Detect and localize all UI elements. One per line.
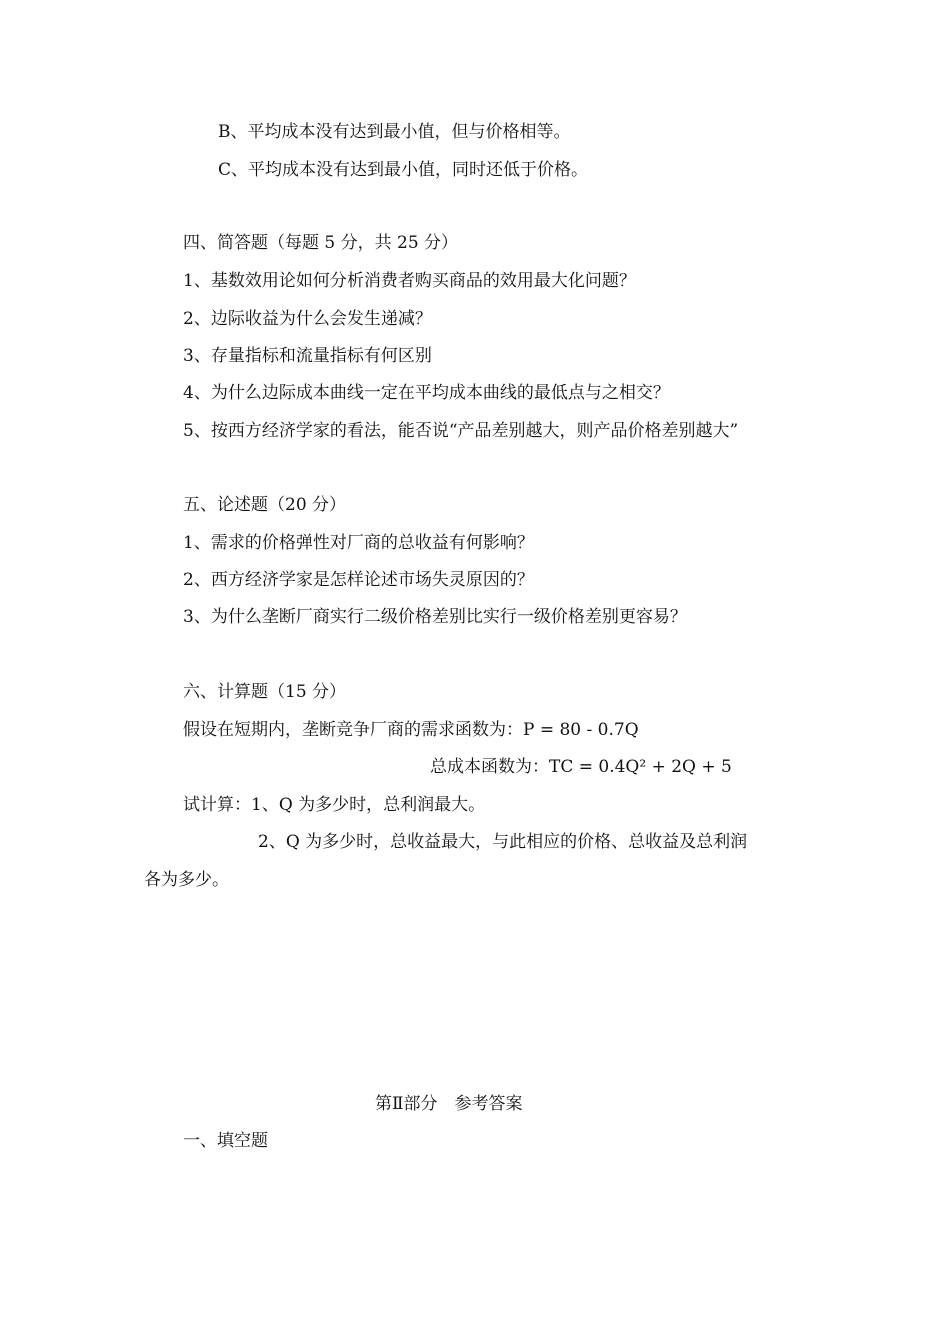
task-2-line-1: 2、Q 为多少时，总收益最大，与此相应的价格、总收益及总利润 [258,832,748,852]
task-1: 试计算：1、Q 为多少时，总利润最大。 [183,795,486,815]
option-b: B、平均成本没有达到最小值，但与价格相等。 [218,122,571,142]
part-2-title: 第Ⅱ部分 参考答案 [375,1094,523,1114]
task-2-line-2: 各为多少。 [144,870,229,890]
section-6-title: 六、计算题（15 分） [183,682,347,702]
section-4-title: 四、简答题（每题 5 分，共 25 分） [183,233,459,253]
section-4-question-5: 5、按西方经济学家的看法，能否说“产品差别越大，则产品价格差别越大” [183,421,739,441]
section-4-question-4: 4、为什么边际成本曲线一定在平均成本曲线的最低点与之相交？ [183,383,670,403]
section-4-question-1: 1、基数效用论如何分析消费者购买商品的效用最大化问题？ [183,271,636,291]
demand-function: 假设在短期内，垄断竞争厂商的需求函数为：P = 80 - 0.7Q [183,720,639,740]
cost-function: 总成本函数为：TC = 0.4Q² + 2Q + 5 [430,757,732,777]
option-c: C、平均成本没有达到最小值，同时还低于价格。 [218,160,589,180]
section-4-question-3: 3、存量指标和流量指标有何区别 [183,346,432,366]
section-5-question-2: 2、西方经济学家是怎样论述市场失灵原因的？ [183,570,534,590]
part-2-section-1-title: 一、填空题 [183,1131,268,1151]
section-5-question-3: 3、为什么垄断厂商实行二级价格差别比实行一级价格差别更容易？ [183,607,687,627]
section-4-question-2: 2、边际收益为什么会发生递减？ [183,309,432,329]
section-5-title: 五、论述题（20 分） [183,495,347,515]
section-5-question-1: 1、需求的价格弹性对厂商的总收益有何影响？ [183,533,534,553]
